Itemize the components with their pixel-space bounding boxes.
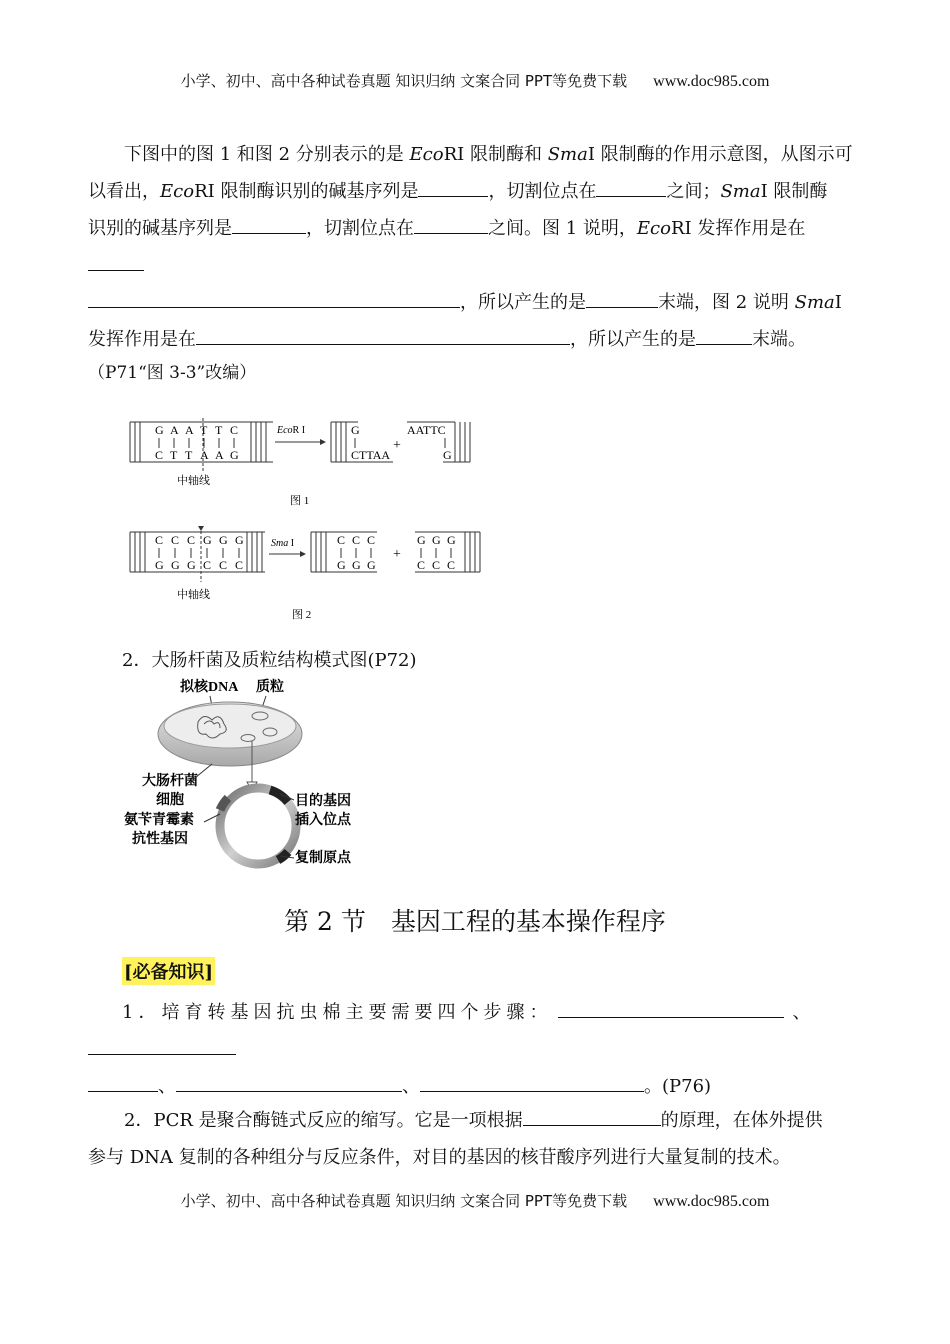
label-ecoli-2: 细胞 (156, 793, 184, 808)
top-base: G (203, 533, 212, 547)
question-1: 1．培育转基因抗虫棉主要需要四个步骤： 、 (122, 997, 815, 1024)
answer-blank[interactable] (420, 1071, 644, 1092)
bottom-base: G (187, 558, 196, 572)
bottom-base: G (337, 558, 346, 572)
answer-blank[interactable] (88, 1071, 158, 1092)
answer-blank[interactable] (88, 250, 144, 271)
question-1-line-3: 、 、 。(P76) (88, 1071, 711, 1098)
intro-line-4 (88, 247, 863, 284)
top-base: C (337, 533, 346, 547)
item-2-title: 2．大肠杆菌及质粒结构模式图(P72) (122, 650, 417, 671)
answer-blank[interactable] (596, 176, 666, 197)
answer-blank[interactable] (196, 324, 570, 345)
top-base: C (230, 423, 239, 437)
intro-line-2: 以看出，EcoRI 限制酶识别的碱基序列是 ，切割位点在 之间；SmaI 限制酶 (88, 173, 863, 210)
label-ecoli-1: 大肠杆菌 (142, 774, 198, 789)
top-base: T (200, 423, 208, 437)
question-2: 2．PCR 是聚合酶链式反应的缩写。它是一项根据 的原理，在体外提供 参与 DNA 复制的各种组分与反应条件，对目的基因的核苷酸序列进行大量复制的技术。 (88, 1102, 863, 1176)
figure-2-left-fragment (337, 533, 376, 572)
bottom-base: C (219, 558, 228, 572)
top-base: G (417, 533, 426, 547)
figure-1-plus: + (393, 438, 401, 453)
figure-2-enzyme-label: Sma I (271, 538, 295, 549)
answer-blank[interactable] (88, 287, 460, 308)
bottom-base: T (170, 448, 178, 462)
answer-blank[interactable] (232, 213, 306, 234)
knowledge-badge: [必备知识] (122, 957, 215, 985)
answer-blank[interactable] (418, 176, 488, 197)
figure-2-base-pairs (155, 533, 244, 572)
answer-blank[interactable] (176, 1071, 402, 1092)
bottom-base: C (155, 448, 164, 462)
footer-text: 小学、初中、高中各种试卷真题 知识归纳 文案合同 PPT等免费下载 (180, 1192, 628, 1210)
figure-2-caption: 图 2 (292, 609, 312, 621)
question-1-cont (88, 1034, 236, 1060)
page-header (0, 70, 950, 91)
figure-1-right-top: AATTC (407, 423, 446, 437)
top-base: C (367, 533, 376, 547)
figure-1-caption: 图 1 (290, 495, 310, 507)
label-insertion-site-2: 插入位点 (295, 813, 351, 828)
ecoli-plasmid-figure (120, 674, 380, 874)
intro-line-3: 识别的碱基序列是 ，切割位点在 之间。图 1 说明，EcoRI 发挥作用是在 (88, 210, 863, 247)
intro-paragraph (88, 136, 863, 388)
top-base: T (215, 423, 223, 437)
answer-blank[interactable] (558, 997, 784, 1018)
intro-line-1: 下图中的图 1 和图 2 分别表示的是 EcoRI 限制酶和 SmaI 限制酶的作用示意图，从图示可 (124, 144, 853, 165)
plasmid-ring (220, 788, 296, 864)
intro-line-5: ，所以产生的是 末端，图 2 说明 SmaI (88, 284, 863, 321)
figure-1-enzyme-label: EcoR I (277, 425, 306, 436)
figure-2-right-fragment (417, 533, 456, 572)
bottom-base: G (230, 448, 239, 462)
bottom-base: G (367, 558, 376, 572)
figure-1-right-bottom: G (443, 448, 452, 462)
top-base: C (171, 533, 180, 547)
answer-blank[interactable] (586, 287, 658, 308)
top-base: G (447, 533, 456, 547)
answer-blank[interactable] (523, 1105, 661, 1126)
intro-line-6: 发挥作用是在 ，所以产生的是 末端。 (88, 321, 863, 358)
label-nucleoid-dna: 拟核DNA (180, 680, 239, 695)
top-base: C (352, 533, 361, 547)
top-base: A (170, 423, 179, 437)
figure-1-ecori (125, 414, 485, 514)
top-base: G (155, 423, 164, 437)
pointer-cell (190, 764, 212, 782)
page-footer (0, 1190, 950, 1211)
top-base: C (155, 533, 164, 547)
top-base: G (432, 533, 441, 547)
footer-url[interactable]: www.doc985.com (653, 1193, 770, 1210)
figure-1-left-top: G (351, 423, 360, 437)
label-amp-resistance-2: 抗性基因 (132, 832, 188, 847)
figure-2-axis-label: 中轴线 (177, 589, 210, 601)
header-url[interactable]: www.doc985.com (653, 73, 770, 90)
header-text: 小学、初中、高中各种试卷真题 知识归纳 文案合同 PPT等免费下载 (180, 72, 628, 90)
top-base: G (235, 533, 244, 547)
answer-blank[interactable] (696, 324, 752, 345)
figure-2-smai (125, 524, 495, 624)
label-origin: 复制原点 (295, 851, 351, 866)
section-title: 第 2 节 基因工程的基本操作程序 (284, 907, 666, 936)
bottom-base: A (215, 448, 224, 462)
label-insertion-site-1: 目的基因 (295, 794, 351, 809)
bottom-base: C (432, 558, 441, 572)
bottom-base: T (185, 448, 193, 462)
figure-1-left-bottom: CTTAA (351, 448, 391, 462)
figure-1-axis-label: 中轴线 (177, 475, 210, 487)
label-plasmid: 质粒 (256, 680, 284, 695)
bottom-base: C (203, 558, 212, 572)
answer-blank[interactable] (88, 1034, 236, 1055)
figure-1-base-pairs (155, 423, 239, 462)
top-base: G (219, 533, 228, 547)
ecoli-cell (158, 702, 302, 766)
top-base: C (187, 533, 196, 547)
figure-2-plus: + (393, 547, 401, 562)
top-base: A (185, 423, 194, 437)
bottom-base: C (447, 558, 456, 572)
label-amp-resistance-1: 氨苄青霉素 (124, 813, 194, 828)
bottom-base: G (155, 558, 164, 572)
bottom-base: A (200, 448, 209, 462)
bottom-base: G (171, 558, 180, 572)
bottom-base: C (235, 558, 244, 572)
bottom-base: C (417, 558, 426, 572)
source-note: （P71“图 3-3”改编） (88, 363, 257, 383)
bottom-base: G (352, 558, 361, 572)
answer-blank[interactable] (414, 213, 488, 234)
